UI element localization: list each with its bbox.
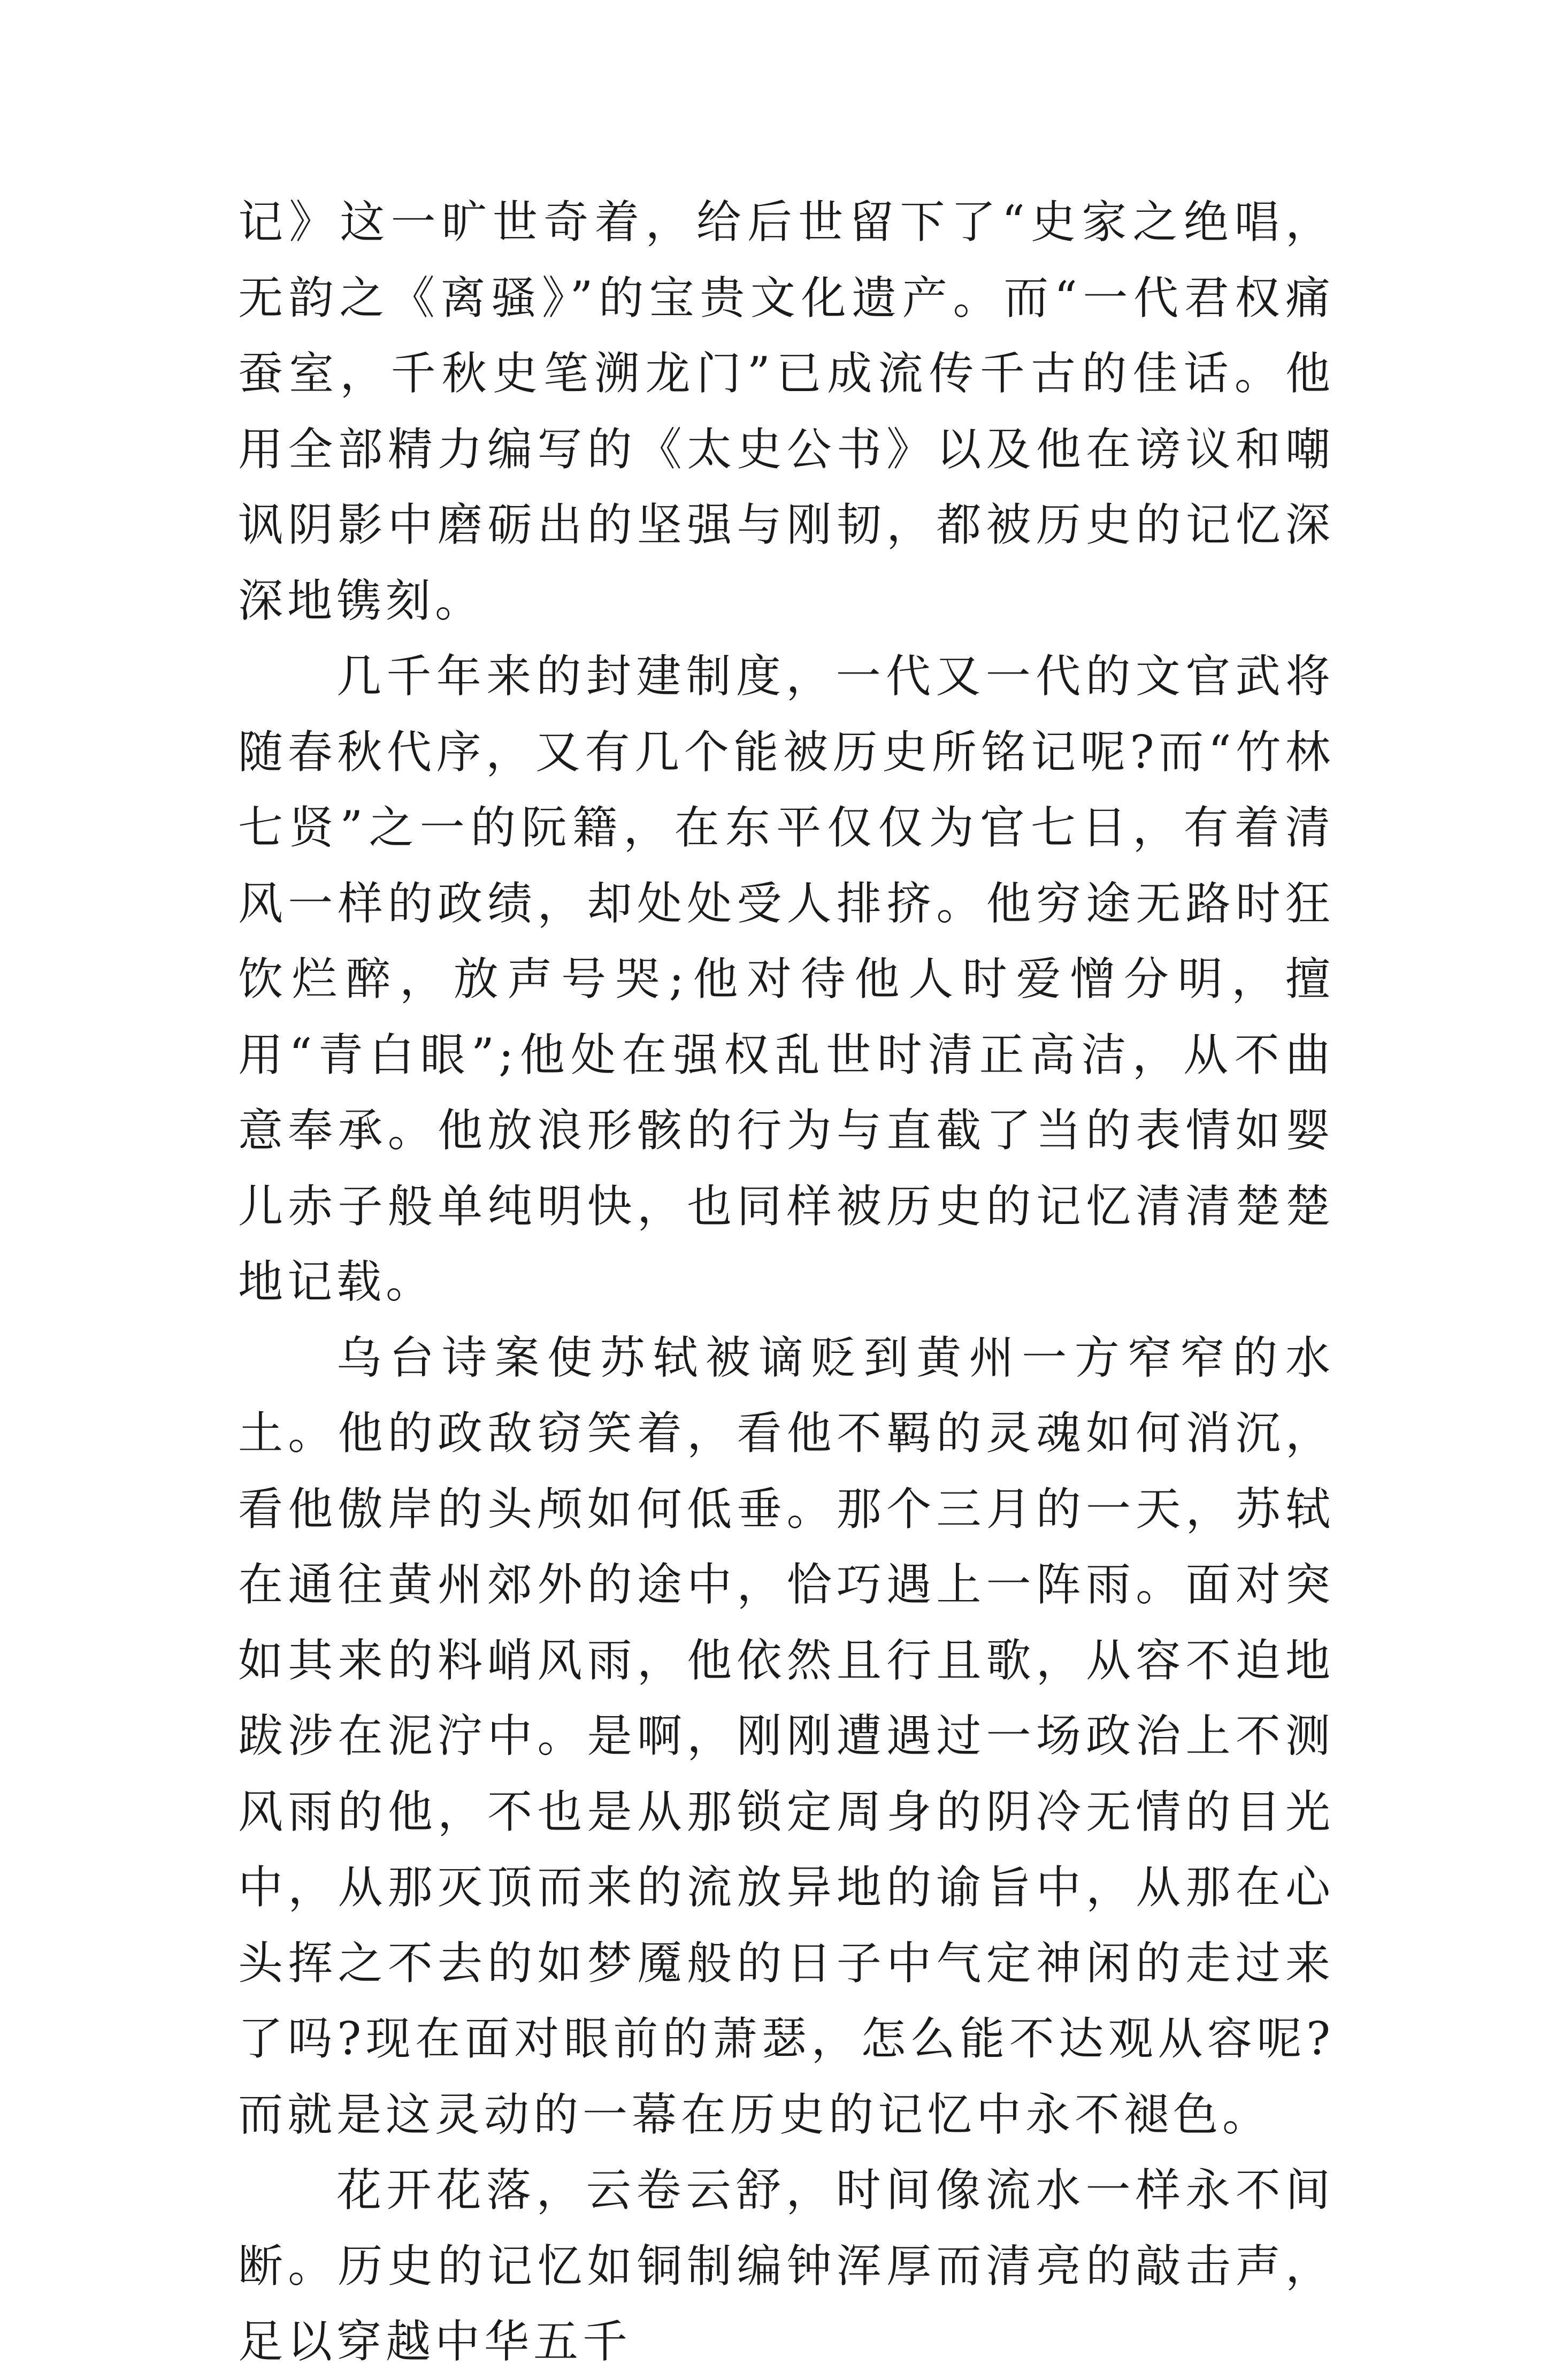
- document-body: [238, 185, 1335, 2380]
- paragraph-su-shi: 乌台诗案使苏轼被谪贬到黄州一方窄窄的水土。他的政敌窃笑着，看他不羁的灵魂如何消沉，看他傲岸的头颅如何低垂。那个三月的一天，苏轼在通往黄州郊外的途中，恰巧遇上一阵雨。面对突如其来的料峭风雨，他依然且行且歌，从容不迫地跋涉在泥泞中。是啊，刚刚遭遇过一场政治上不测风雨的他，不也是从那锁定周身的阴冷无情的目光中，从那灭顶而来的流放异地的谕旨中，从那在心头挥之不去的如梦魇般的日子中气定神闲的走过来了吗?现在面对眼前的萧瑟，怎么能不达观从容呢?而就是这灵动的一幕在历史的记忆中永不褪色。: [238, 1331, 1335, 2141]
- paragraph-history-memory: 花开花落，云卷云舒，时间像流水一样永不间断。历史的记忆如铜制编钟浑厚而清亮的敲击声，足以穿越中华五千: [238, 2164, 1335, 2368]
- paragraph-sima-qian: 记》这一旷世奇着，给后世留下了“史家之绝唱，无韵之《离骚》”的宝贵文化遗产。而“一代君权痛蚕室，千秋史笔溯龙门”已成流传千古的佳话。他用全部精力编写的《太史公书》以及他在谤议和嘲讽阴影中磨砺出的坚强与刚韧，都被历史的记忆深深地镌刻。: [238, 196, 1335, 627]
- paragraph-ruan-ji: 几千年来的封建制度，一代又一代的文官武将随春秋代序，又有几个能被历史所铭记呢?而“竹林七贤”之一的阮籍，在东平仅仅为官七日，有着清风一样的政绩，却处处受人排挤。他穷途无路时狂饮烂醉，放声号哭;他对待他人时爱憎分明，擅用“青白眼”;他处在强权乱世时清正高洁，从不曲意奉承。他放浪形骸的行为与直截了当的表情如婴儿赤子般单纯明快，也同样被历史的记忆清清楚楚地记载。: [238, 650, 1335, 1308]
